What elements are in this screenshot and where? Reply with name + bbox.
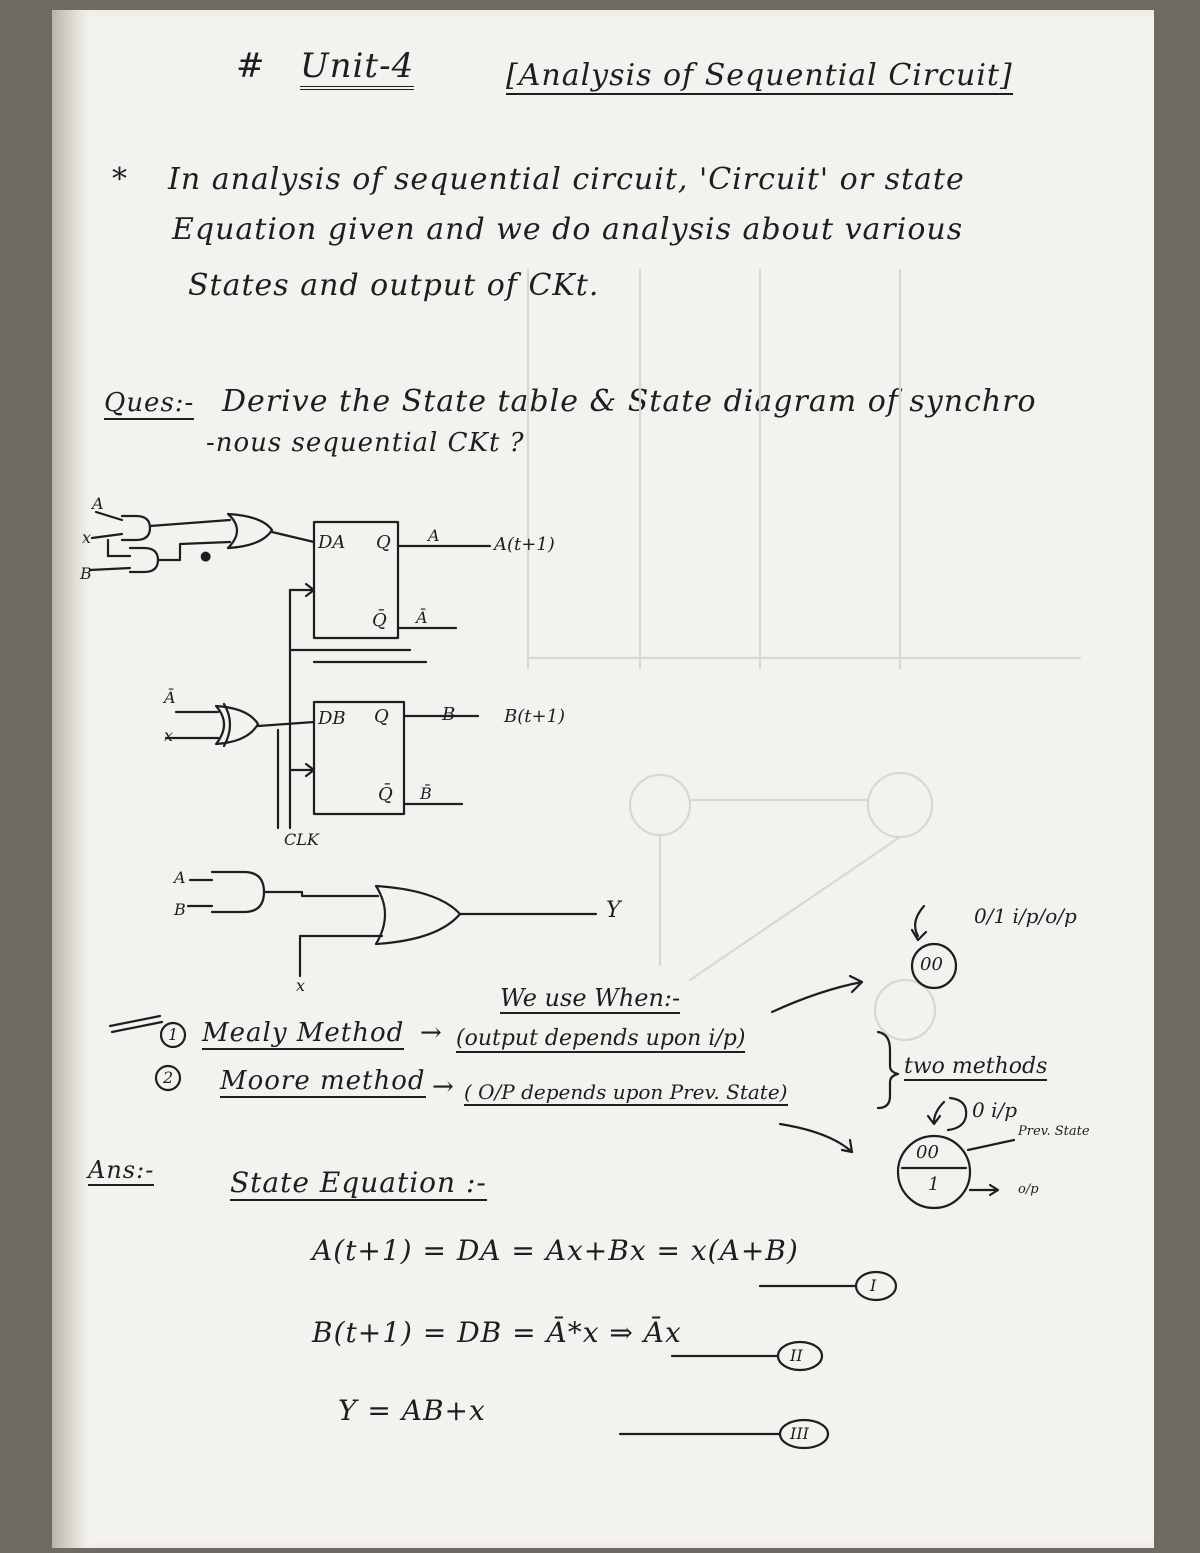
input-x-label: x xyxy=(82,528,92,547)
ff-b-output-label: B xyxy=(442,704,456,725)
two-methods-label: two methods xyxy=(904,1054,1048,1079)
intro-line-2: Equation given and we do analysis about various xyxy=(172,212,964,247)
ff-b-d-label: DB xyxy=(318,708,346,729)
moore-method-label: Moore method xyxy=(220,1066,426,1096)
input-abar-label: Ā xyxy=(164,688,176,707)
moore-arrow: → xyxy=(432,1072,455,1102)
moore-state-top: 00 xyxy=(916,1142,939,1163)
ff-a-output-bar-label: Ā xyxy=(416,608,428,627)
ff-b-output-bar-label: B̄ xyxy=(420,784,432,803)
note-heading: We use When:- xyxy=(500,984,681,1012)
y-input-a-label: A xyxy=(174,868,186,887)
scribble-mark: ● xyxy=(200,549,212,564)
question-line-1: Derive the State table & State diagram of synchro xyxy=(222,384,1037,419)
page-title: [Analysis of Sequential Circuit] xyxy=(506,58,1013,93)
input-b-label: B xyxy=(80,564,92,583)
next-state-a-label: A(t+1) xyxy=(494,534,555,555)
mealy-arrow: → xyxy=(420,1018,443,1048)
equation-3-number: III xyxy=(790,1424,809,1443)
mealy-method-label: Mealy Method xyxy=(202,1018,405,1048)
prev-state-label: Prev. State xyxy=(1018,1124,1090,1139)
question-line-2: -nous sequential CKt ? xyxy=(206,428,525,458)
method-2-number: 2 xyxy=(163,1068,174,1087)
method-1-number: 1 xyxy=(168,1025,179,1044)
mealy-description: (output depends upon i/p) xyxy=(456,1026,746,1051)
unit-title: Unit-4 xyxy=(300,46,414,90)
ff-a-d-label: DA xyxy=(318,532,346,553)
clock-label: CLK xyxy=(284,830,319,849)
state-equation-heading: State Equation :- xyxy=(230,1166,487,1199)
moore-io-label: 0 i/p xyxy=(972,1098,1018,1122)
equation-1-number: I xyxy=(870,1276,877,1295)
equation-2-number: II xyxy=(790,1346,803,1365)
moore-output-label: o/p xyxy=(1018,1182,1039,1197)
y-output-label: Y xyxy=(606,898,621,923)
y-input-x-label: x xyxy=(296,976,306,995)
answer-label: Ans:- xyxy=(88,1156,155,1184)
intro-line-3: States and output of CKt. xyxy=(188,268,600,303)
next-state-b-label: B(t+1) xyxy=(504,706,566,727)
hash-symbol: # xyxy=(236,46,266,86)
mealy-state-value: 00 xyxy=(920,954,943,975)
ff-a-q-label: Q xyxy=(376,532,391,553)
y-input-b-label: B xyxy=(174,900,186,919)
input-x2-label: x xyxy=(164,726,174,745)
equation-2: B(t+1) = DB = Ā*x ⇒ Āx xyxy=(312,1316,682,1349)
bullet-star: * xyxy=(112,162,128,197)
equation-1: A(t+1) = DA = Ax+Bx = x(A+B) xyxy=(312,1234,799,1267)
equation-3: Y = AB+x xyxy=(338,1394,486,1427)
question-label: Ques:- xyxy=(104,388,195,418)
notebook-binding xyxy=(52,10,90,1548)
input-a-label: A xyxy=(92,494,104,513)
ff-b-q-label: Q xyxy=(374,706,389,727)
ff-a-qbar-label: Q̄ xyxy=(372,610,387,631)
ff-b-qbar-label: Q̄ xyxy=(378,784,393,805)
intro-line-1: In analysis of sequential circuit, 'Circuit' or state xyxy=(168,162,965,197)
ff-a-output-label: A xyxy=(428,526,440,545)
mealy-io-label: 0/1 i/p/o/p xyxy=(974,904,1077,928)
moore-state-bottom: 1 xyxy=(928,1174,940,1195)
moore-description: ( O/P depends upon Prev. State) xyxy=(464,1080,788,1104)
